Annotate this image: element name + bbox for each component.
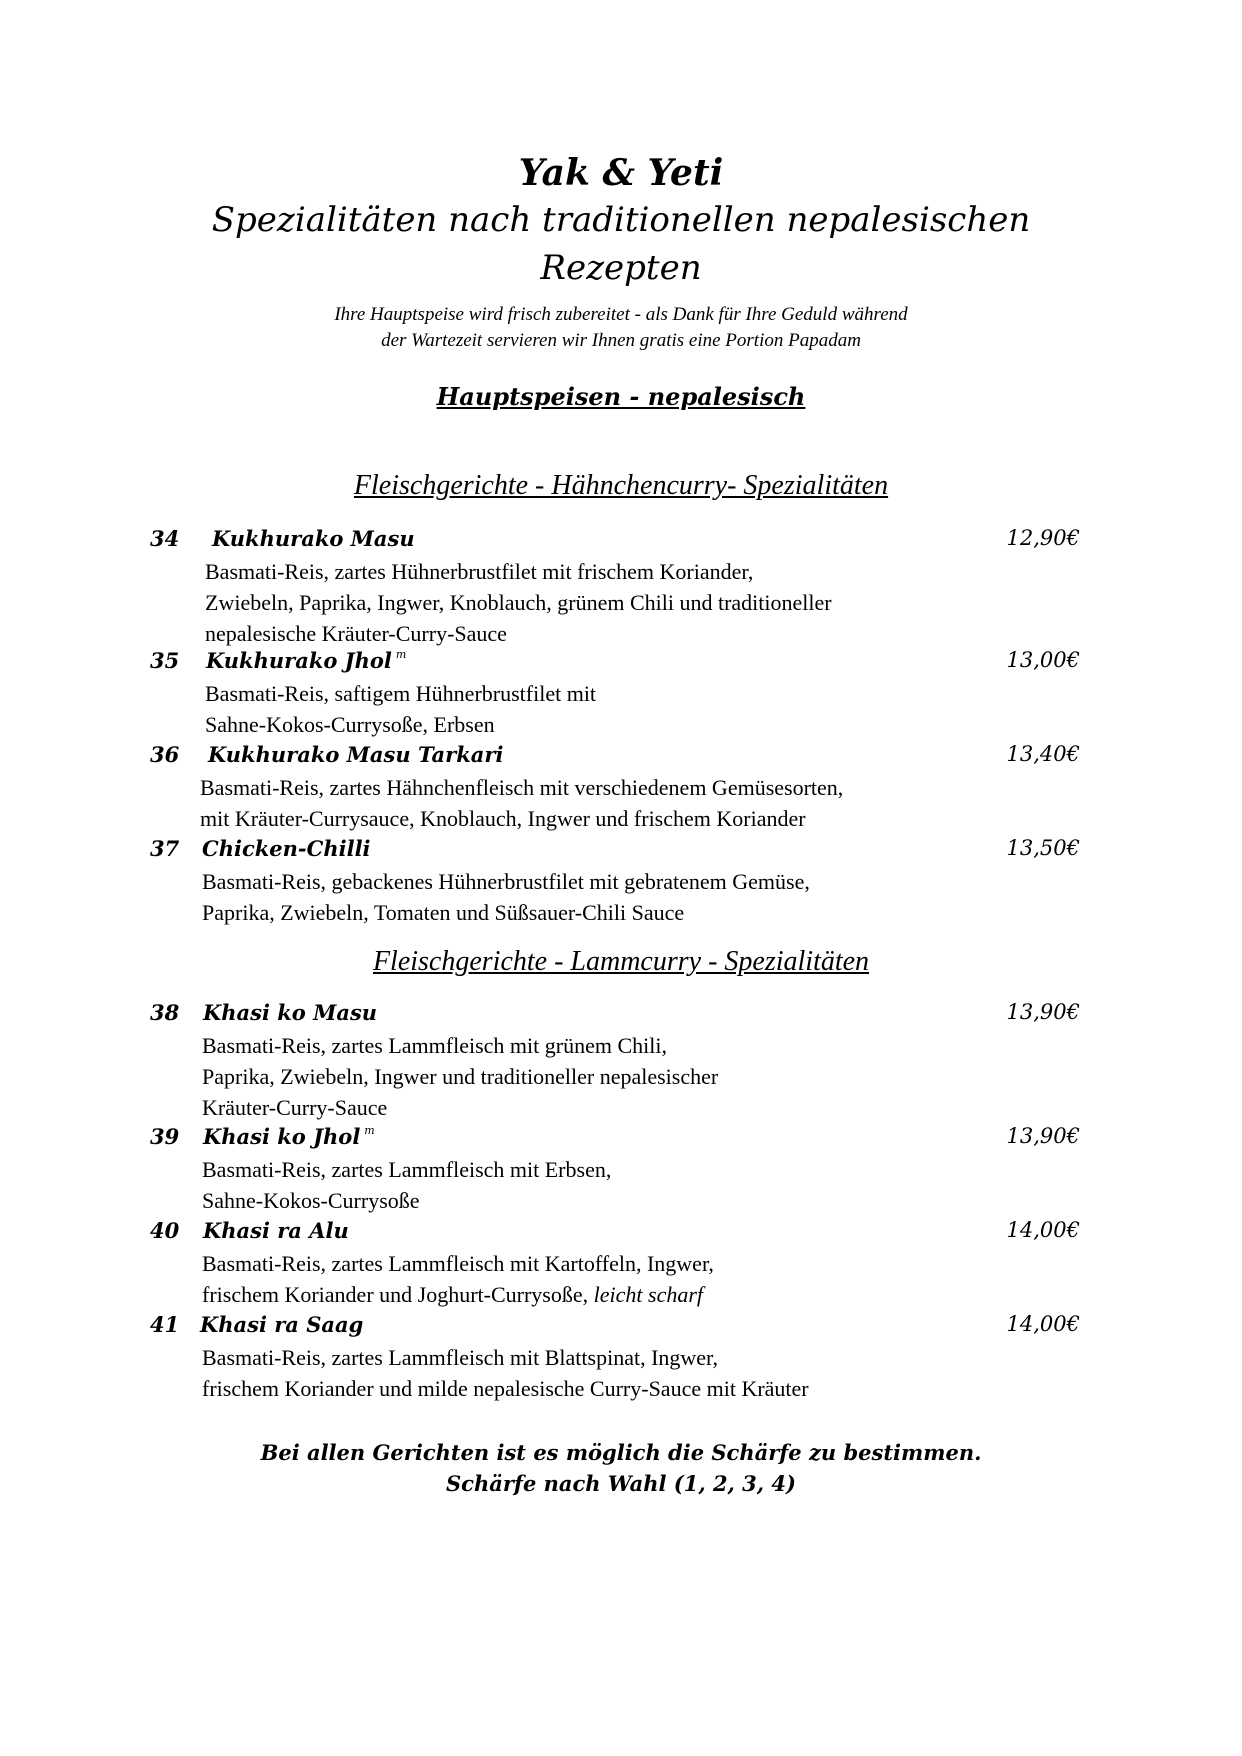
dish-price: 13,40€ xyxy=(1006,742,1080,766)
dish-name: Khasi ra Saag xyxy=(200,1312,364,1337)
dish-name: Khasi ko Masu xyxy=(203,1000,378,1025)
footer-line-1: Bei allen Gerichten ist es möglich die Schärfe zu bestimmen. xyxy=(260,1440,982,1465)
dish-price: 14,00€ xyxy=(1006,1312,1080,1336)
dish-38 xyxy=(150,1000,1080,1123)
dish-mark: m xyxy=(364,1124,375,1137)
dish-description: Basmati-Reis, gebackenes Hühnerbrustfilet mit gebratenem Gemüse, Paprika, Zwiebeln, Tomaten und Süßsauer-Chili Sauce xyxy=(202,869,810,925)
dish-number: 35 xyxy=(150,648,180,673)
dish-price: 13,00€ xyxy=(1006,648,1080,672)
dish-price: 13,90€ xyxy=(1006,1000,1080,1024)
dish-name: Kukhurako Masu Tarkari xyxy=(208,742,504,767)
dish-name: Kukhurako Masu xyxy=(212,526,415,551)
dish-description: Basmati-Reis, zartes Lammfleisch mit Kartoffeln, Ingwer, frischem Koriander und Joghurt-Currysoße, leicht scharf xyxy=(202,1251,714,1307)
dish-price: 12,90€ xyxy=(1006,526,1080,550)
dish-mark: m xyxy=(395,648,407,661)
dish-number: 37 xyxy=(150,836,180,861)
main-heading: Hauptspeisen - nepalesisch xyxy=(436,382,806,411)
footer-line-2: Schärfe nach Wahl (1, 2, 3, 4) xyxy=(446,1471,796,1496)
dish-number: 36 xyxy=(150,742,180,767)
spice-note-footer xyxy=(0,1437,1242,1499)
dish-number: 40 xyxy=(150,1218,180,1243)
dish-number: 38 xyxy=(150,1000,180,1025)
dish-price: 13,90€ xyxy=(1006,1124,1080,1148)
dish-39 xyxy=(150,1124,1080,1216)
dish-name: Kukhurako Jhol $^m$ xyxy=(206,648,407,673)
menu-subtitle xyxy=(0,196,1242,292)
intro-line-1: Ihre Hauptspeise wird frisch zubereitet - als Dank für Ihre Geduld während xyxy=(334,304,908,325)
dish-description: Basmati-Reis, zartes Hühnerbrustfilet mit frischem Koriander, Zwiebeln, Paprika, Ingwer, Knoblauch, grünem Chili und traditioneller nepalesische Kräuter-Curry-Sauce xyxy=(205,559,832,646)
intro-line-2: der Wartezeit servieren wir Ihnen gratis eine Portion Papadam xyxy=(381,330,861,351)
dish-description: Basmati-Reis, zartes Lammfleisch mit Erbsen, Sahne-Kokos-Currysoße xyxy=(202,1157,612,1213)
subtitle-line-1: Spezialitäten nach traditionellen nepalesischen xyxy=(211,200,1031,240)
section-heading-chicken: Fleischgerichte - Hähnchencurry- Spezialitäten xyxy=(353,470,889,501)
dish-name: Chicken-Chilli xyxy=(202,836,371,861)
dish-description: Basmati-Reis, saftigem Hühnerbrustfilet mit Sahne-Kokos-Currysoße, Erbsen xyxy=(205,681,597,737)
dish-41 xyxy=(150,1312,1080,1404)
subtitle-line-2: Rezepten xyxy=(540,248,702,288)
dish-name: Khasi ko Jhol $^m$ xyxy=(203,1124,375,1149)
dish-description: Basmati-Reis, zartes Lammfleisch mit grünem Chili, Paprika, Zwiebeln, Ingwer und traditioneller nepalesischer Kräuter-Curry-Sauce xyxy=(202,1033,719,1120)
dish-number: 41 xyxy=(150,1312,180,1337)
dish-description: Basmati-Reis, zartes Lammfleisch mit Blattspinat, Ingwer, frischem Koriander und milde nepalesische Curry-Sauce mit Kräuter xyxy=(202,1345,809,1401)
dish-price: 13,50€ xyxy=(1006,836,1080,860)
dish-36 xyxy=(150,742,1080,834)
dish-35 xyxy=(150,648,1080,740)
dish-number: 34 xyxy=(150,526,180,551)
intro-text xyxy=(0,302,1242,354)
dish-name: Khasi ra Alu xyxy=(203,1218,349,1243)
spicy-note: leicht scharf xyxy=(593,1282,704,1307)
section-heading-lamb: Fleischgerichte - Lammcurry - Spezialitäten xyxy=(372,946,870,977)
dish-description: Basmati-Reis, zartes Hähnchenfleisch mit verschiedenem Gemüsesorten, mit Kräuter-Currysauce, Knoblauch, Ingwer und frischem Koriander xyxy=(200,775,844,831)
restaurant-title: Yak & Yeti xyxy=(518,152,724,194)
dish-price: 14,00€ xyxy=(1006,1218,1080,1242)
dish-34 xyxy=(150,526,1080,649)
dish-number: 39 xyxy=(150,1124,180,1149)
dish-37 xyxy=(150,836,1080,928)
dish-40 xyxy=(150,1218,1080,1310)
